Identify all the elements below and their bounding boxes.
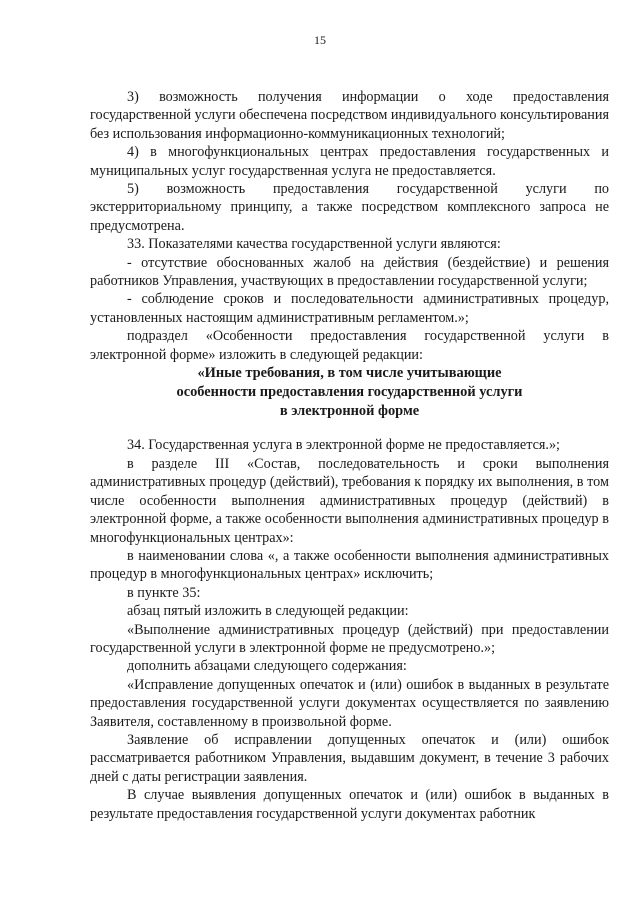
- section-heading: [90, 364, 609, 420]
- heading-line: «Иные требования, в том числе учитывающие: [197, 365, 502, 382]
- paragraph: 4) в многофункциональных центрах предоставления государственных и муниципальных услуг государственная услуга не предоставляется.: [90, 144, 609, 179]
- paragraph: 33. Показателями качества государственной услуги являются:: [127, 236, 501, 253]
- paragraph: В случае выявления допущенных опечаток и (или) ошибок в выданных в результате предоставления государственной услуги документах работник: [90, 787, 609, 822]
- paragraph: «Исправление допущенных опечаток и (или) ошибок в выданных в результате предоставления государственной услуги документах осуществляется по заявлению Заявителя, составленному в произвольной форме.: [90, 676, 609, 730]
- paragraph: - отсутствие обоснованных жалоб на действия (бездействие) и решения работников Управления, участвующих в предоставлении государственной услуги;: [90, 254, 609, 290]
- paragraph: 5) возможность предоставления государственной услуги по экстерриториальному принципу, а также посредством комплексного запроса не предусмотрена.: [90, 181, 609, 234]
- paragraph: в наименовании слова «, а также особенности выполнения административных процедур в многофункциональных центрах» исключить;: [90, 547, 609, 583]
- paragraph: в разделе III «Состав, последовательность и сроки выполнения административных процедур (действий), требования к порядку их выполнения, в том числе особенности выполнения административных процедур (действий) в электронной форме, а также особенности выполнения административных процедур в многофункциональных центрах»:: [90, 455, 609, 546]
- paragraph: Заявление об исправлении допущенных опечаток и (или) ошибок рассматривается работником Управления, выдавшим документ, в течение 3 рабочих дней с даты регистрации заявления.: [90, 731, 609, 785]
- paragraph: - соблюдение сроков и последовательности административных процедур, установленных настоящим административным регламентом.»;: [90, 291, 609, 326]
- paragraph: 3) возможность получения информации о ходе предоставления государственной услуги обеспечена посредством индивидуального консультирования без использования информационно-коммуникационных технологий;: [90, 89, 609, 142]
- document-body: [90, 88, 609, 823]
- paragraph: в пункте 35:: [127, 584, 201, 601]
- paragraph: подраздел «Особенности предоставления государственной услуги в электронной форме» изложить в следующей редакции:: [90, 328, 609, 363]
- page-number: 15: [314, 33, 326, 47]
- spacer: [90, 420, 609, 436]
- paragraph: 34. Государственная услуга в электронной форме не предоставляется.»;: [127, 437, 560, 454]
- paragraph: дополнить абзацами следующего содержания:: [127, 658, 407, 675]
- paragraph: «Выполнение административных процедур (действий) при предоставлении государственной услуги в электронной форме не предусмотрено.»;: [90, 621, 609, 656]
- heading-line: особенности предоставления государственной услуги: [176, 383, 523, 400]
- paragraph: абзац пятый изложить в следующей редакции:: [127, 603, 409, 620]
- heading-line: в электронной форме: [279, 402, 420, 419]
